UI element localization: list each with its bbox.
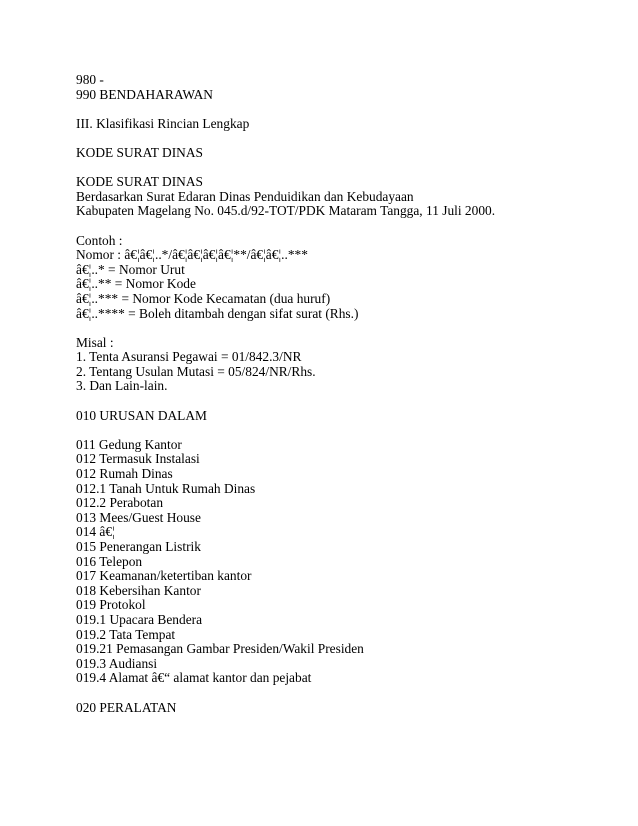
text-line: Contoh : [76, 232, 123, 248]
text-line: 020 PERALATAN [76, 699, 177, 715]
text-line: 018 Kebersihan Kantor [76, 582, 201, 598]
text-line: 980 - [76, 72, 104, 87]
document-paragraph [76, 117, 596, 132]
text-line: III. Klasifikasi Rincian Lengkap [76, 115, 250, 131]
text-line: â€¦..* = Nomor Urut [76, 261, 185, 277]
text-line: 015 Penerangan Listrik [76, 539, 201, 554]
text-line: 019.1 Upacara Bendera [76, 611, 203, 627]
text-line: 012 Termasuk Instalasi [76, 451, 200, 467]
document-paragraph [76, 73, 596, 102]
text-line: 019.21 Pemasangan Gambar Presiden/Wakil Presiden [76, 641, 364, 657]
document-paragraph [76, 336, 596, 394]
text-line: 012.1 Tanah Untuk Rumah Dinas [76, 480, 256, 496]
text-line: 011 Gedung Kantor [76, 436, 182, 452]
text-line: 019.2 Tata Tempat [76, 626, 176, 642]
text-line: 3. Dan Lain-lain. [76, 378, 168, 394]
text-line: Nomor : â€¦â€¦..*/â€¦â€¦â€¦â€¦**/â€¦â€¦..*** [76, 247, 308, 263]
text-line: 017 Keamanan/ketertiban kantor [76, 568, 252, 584]
document-paragraph [76, 146, 596, 161]
text-line: 012.2 Perabotan [76, 495, 164, 511]
text-line: 2. Tentang Usulan Mutasi = 05/824/NR/Rhs. [76, 363, 316, 379]
text-line: 990 BENDAHARAWAN [76, 86, 213, 102]
text-line: 012 Rumah Dinas [76, 466, 173, 482]
text-line: Berdasarkan Surat Edaran Dinas Penduidikan dan Kebudayaan [76, 188, 414, 204]
text-line: 019 Protokol [76, 597, 146, 613]
text-line: Misal : [76, 334, 114, 350]
document-paragraph [76, 438, 596, 686]
document-paragraph [76, 409, 596, 424]
document-paragraph [76, 175, 596, 219]
text-line: â€¦..*** = Nomor Kode Kecamatan (dua huruf) [76, 290, 331, 306]
document-paragraph [76, 234, 596, 322]
document-page [76, 73, 596, 730]
text-line: KODE SURAT DINAS [76, 174, 203, 190]
text-line: 014 â€¦ [76, 524, 115, 540]
text-line: 016 Telepon [76, 553, 143, 569]
text-line: 010 URUSAN DALAM [76, 407, 207, 423]
text-line: 1. Tenta Asuransi Pegawai = 01/842.3/NR [76, 349, 302, 365]
text-line: â€¦..** = Nomor Kode [76, 276, 196, 292]
text-line: KODE SURAT DINAS [76, 144, 203, 160]
text-line: Kabupaten Magelang No. 045.d/92-TOT/PDK Mataram Tangga, 11 Juli 2000. [76, 203, 496, 219]
text-line: â€¦..**** = Boleh ditambah dengan sifat surat (Rhs.) [76, 305, 359, 321]
text-line: 019.4 Alamat â€“ alamat kantor dan pejabat [76, 670, 312, 686]
text-line: 013 Mees/Guest House [76, 509, 201, 525]
text-line: 019.3 Audiansi [76, 655, 158, 671]
document-paragraph [76, 701, 596, 716]
